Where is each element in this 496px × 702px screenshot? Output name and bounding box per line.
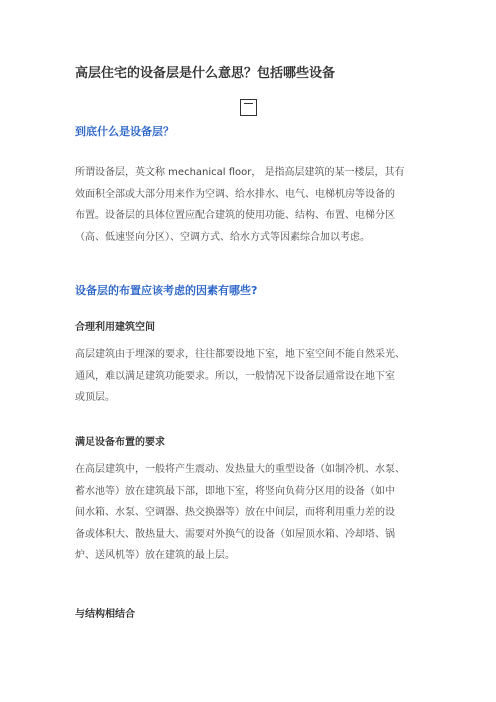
paragraph-line: 炉、送风机等）放在建筑的最上层。	[75, 550, 235, 561]
sub2-paragraph	[75, 459, 421, 567]
section1-paragraph	[75, 162, 421, 248]
sub1-paragraph	[75, 344, 421, 409]
subheading-space: 合理利用建筑空间	[75, 322, 155, 333]
paragraph-line: 布置。设备层的具体位置应配合建筑的使用功能、结构、布置、电梯分区	[75, 210, 395, 221]
paragraph-line: （高、低速竖向分区）、空调方式、给水方式等因素综合加以考虑。	[75, 231, 370, 243]
section-heading-factors: 设备层的布置应该考虑的因素有哪些?	[75, 284, 258, 297]
subheading-equipment: 满足设备布置的要求	[75, 437, 165, 448]
paragraph-line: 蓄水池等）放在建筑最下部，即地下室，将竖向负荷分区用的设备（如中	[75, 485, 395, 497]
paragraph-line: 高层建筑由于埋深的要求，往往都要设地下室，地下室空间不能自然采光、	[75, 349, 405, 360]
paragraph-line: 效面积全部或大部分用来作为空调、给水排水、电气、电梯机房等设备的	[75, 188, 395, 200]
page-title: 高层住宅的设备层是什么意思？包括哪些设备	[75, 66, 336, 81]
section-heading-what-is: 到底什么是设备层？	[75, 125, 174, 138]
paragraph-line: 或顶层。	[75, 392, 115, 403]
paragraph-line: 在高层建筑中，一般将产生震动、发热量大的重型设备（如制冷机、水泵、	[75, 464, 405, 475]
broken-image-icon	[240, 99, 257, 116]
paragraph-line: 所谓设备层，英文称 mechanical floor， 是指高层建筑的某一楼层，其有	[75, 167, 405, 178]
paragraph-line: 备或体积大、散热量大、需要对外换气的设备（如屋顶水箱、冷却塔、锅	[75, 528, 395, 540]
subheading-structure: 与结构相结合	[75, 609, 135, 620]
paragraph-line: 通风，难以满足建筑功能要求。所以，一般情况下设备层通常设在地下室	[75, 370, 395, 382]
paragraph-line: 间水箱、水泵、空调器、热交换器等）放在中间层，而将利用重力差的设	[75, 507, 395, 518]
